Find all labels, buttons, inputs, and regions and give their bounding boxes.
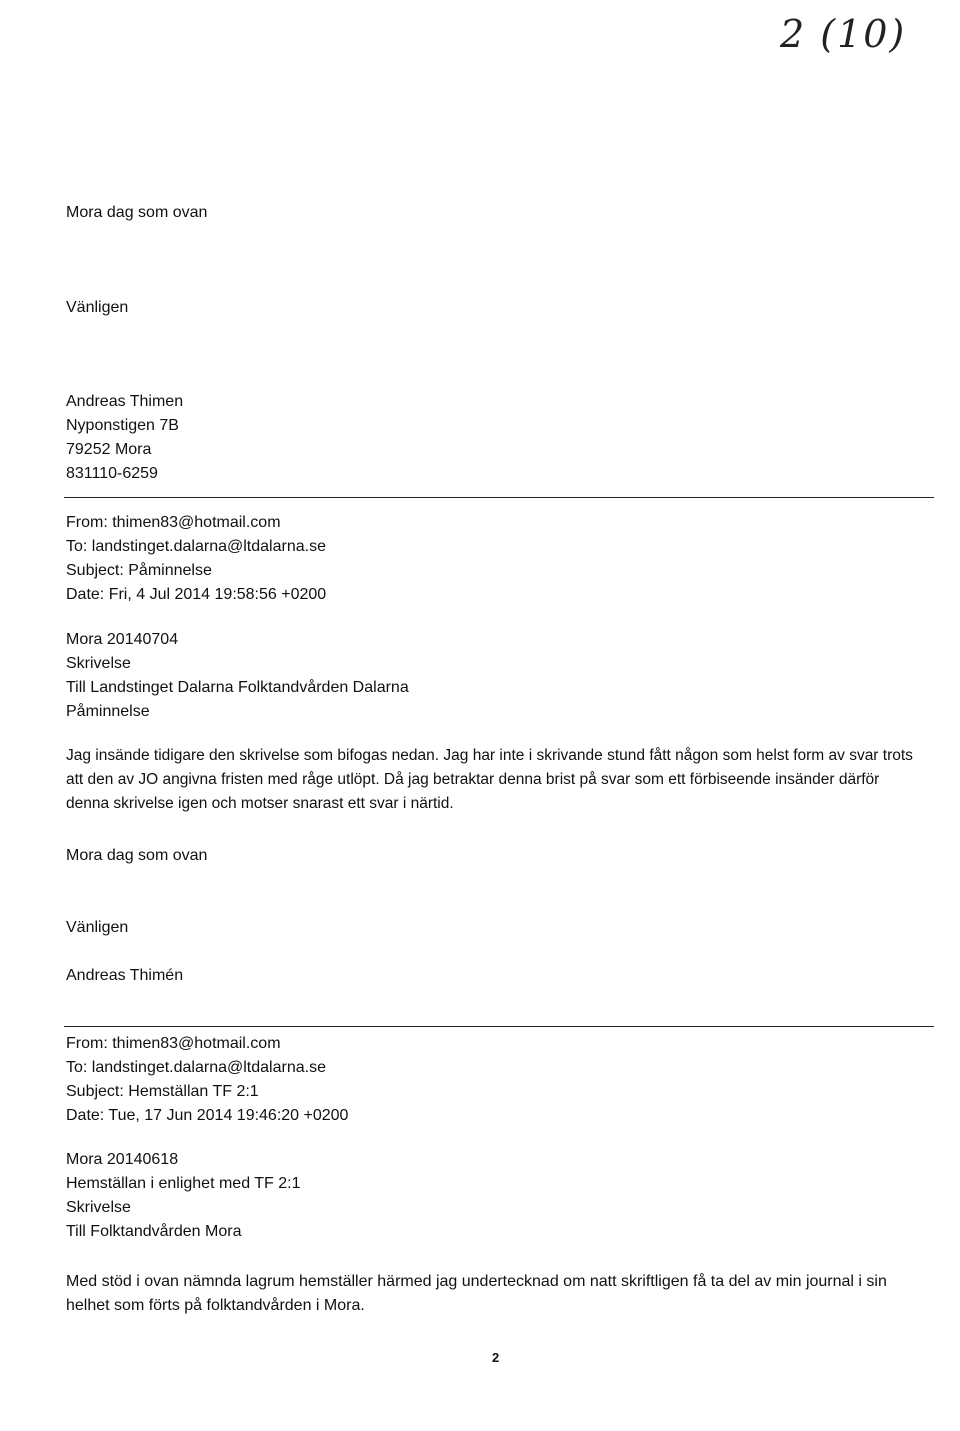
email2-place-date: Mora 20140618 [66, 1151, 179, 1168]
divider-email-1 [64, 497, 934, 498]
email2-subject: Subject: Hemställan TF 2:1 [66, 1083, 259, 1100]
page-number: 2 [492, 1350, 500, 1365]
sender-name: Andreas Thimen [66, 393, 184, 410]
email2-date: Date: Tue, 17 Jun 2014 19:46:20 +0200 [66, 1107, 349, 1124]
email1-subject: Subject: Påminnelse [66, 562, 212, 579]
email1-place-date: Mora 20140704 [66, 631, 179, 648]
email1-doc-type: Skrivelse [66, 655, 131, 672]
closing-place: Mora dag som ovan [66, 204, 208, 221]
email1-to: To: landstinget.dalarna@ltdalarna.se [66, 538, 326, 555]
handwritten-page-mark: 2 (10) [780, 12, 907, 56]
email2-body: Med stöd i ovan nämnda lagrum hemställer härmed jag undertecknad om natt skriftligen få ta del av min journal i sin helhet som förts på folktandvården i Mora. [66, 1273, 887, 1314]
email1-date: Date: Fri, 4 Jul 2014 19:58:56 +0200 [66, 586, 327, 603]
email2-from: From: thimen83@hotmail.com [66, 1035, 281, 1052]
email1-topic: Påminnelse [66, 703, 150, 720]
divider-email-2 [64, 1026, 934, 1027]
email1-greeting: Vänligen [66, 919, 129, 936]
email1-signature: Andreas Thimén [66, 967, 184, 984]
sender-street: Nyponstigen 7B [66, 417, 179, 434]
email1-recipient: Till Landstinget Dalarna Folktandvården Dalarna [66, 679, 409, 696]
email2-recipient: Till Folktandvården Mora [66, 1223, 242, 1240]
greeting: Vänligen [66, 299, 129, 316]
email1-body: Jag insände tidigare den skrivelse som bifogas nedan. Jag har inte i skrivande stund fått någon som helst form av svar trots att den av JO angivna fristen med råge utlöpt. Då jag betraktar denna brist på svar som ett förbiseende insänder därför denna skrivelse igen och motser snarast ett svar i närtid. [66, 747, 913, 812]
email1-closing-place: Mora dag som ovan [66, 847, 208, 864]
email2-topic: Hemställan i enlighet med TF 2:1 [66, 1175, 301, 1192]
email2-doc-type: Skrivelse [66, 1199, 131, 1216]
email2-to: To: landstinget.dalarna@ltdalarna.se [66, 1059, 326, 1076]
sender-city: 79252 Mora [66, 441, 152, 458]
email1-from: From: thimen83@hotmail.com [66, 514, 281, 531]
sender-id: 831110-6259 [66, 465, 158, 482]
